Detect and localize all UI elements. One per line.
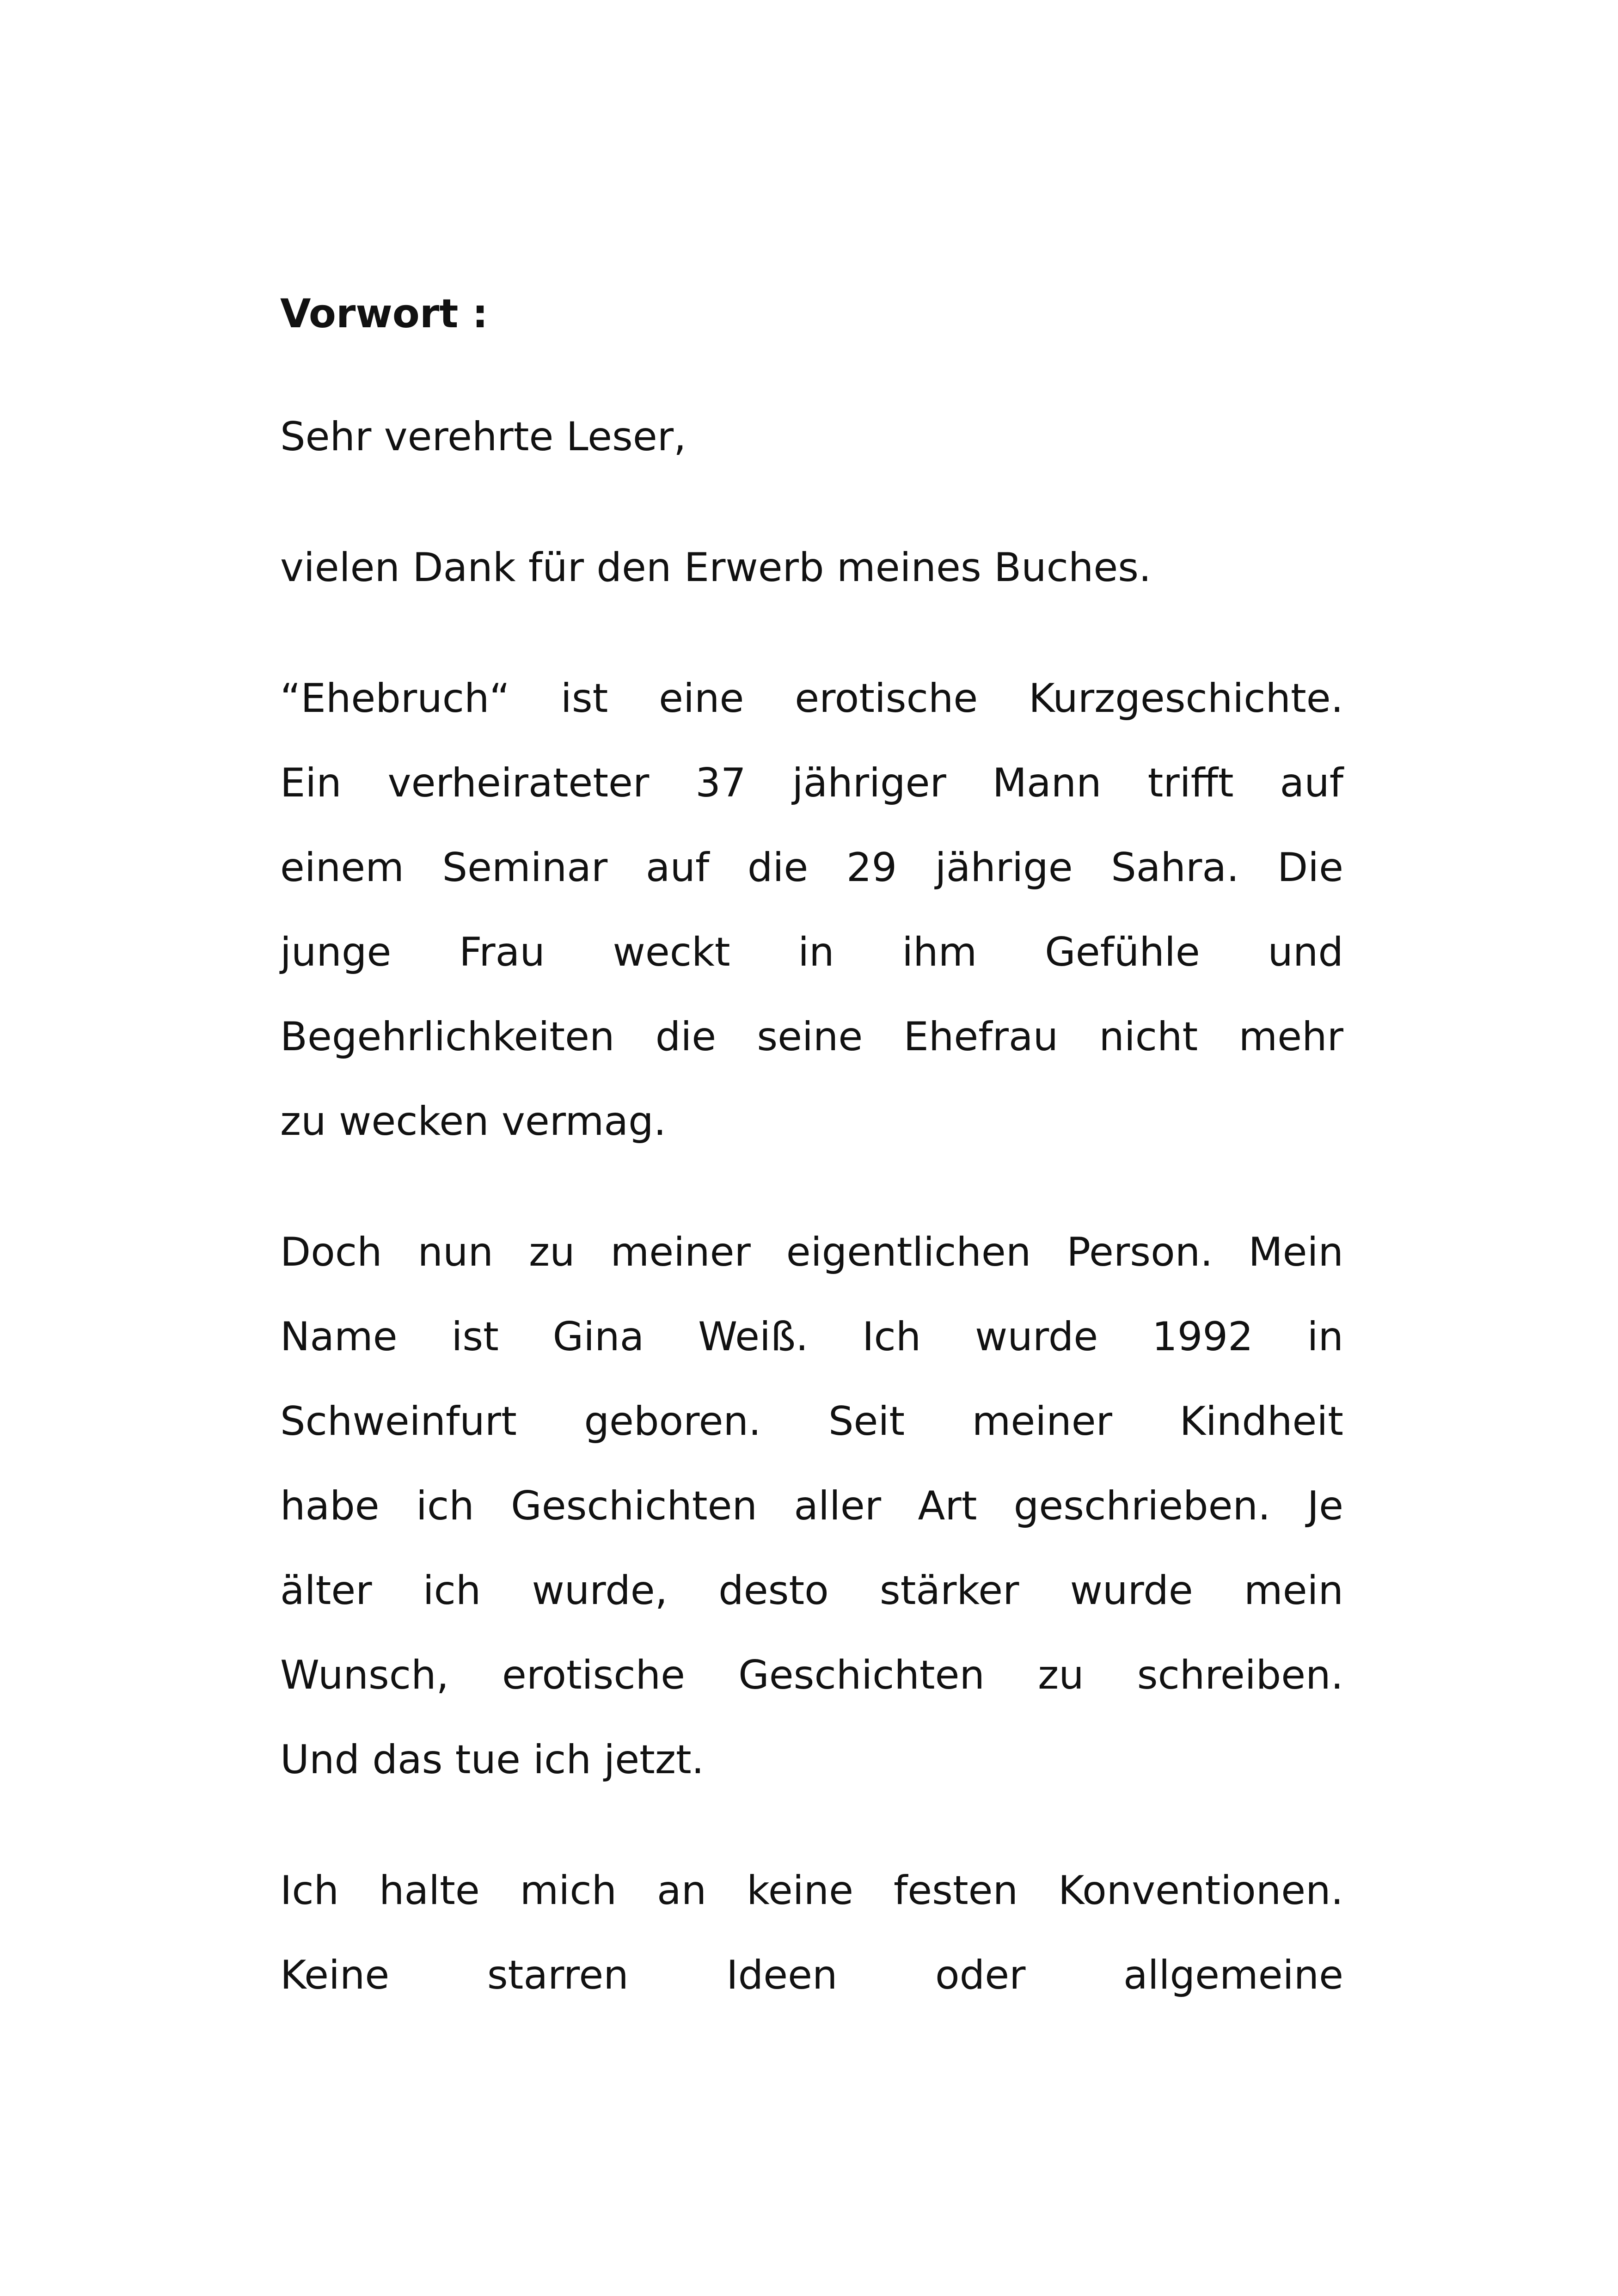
preface-heading: Vorwort :	[280, 291, 488, 337]
text-line: einem Seminar auf die 29 jährige Sahra. Die	[280, 845, 1343, 891]
text-line: Doch nun zu meiner eigentlichen Person. Mein	[280, 1229, 1343, 1275]
text-line: Ich halte mich an keine festen Konventionen.	[280, 1867, 1343, 1914]
paragraph-conventions	[280, 1849, 1343, 2018]
thanks-paragraph	[280, 526, 1343, 610]
text-line: Name ist Gina Weiß. Ich wurde 1992 in	[280, 1314, 1343, 1360]
paragraph-author-bio	[280, 1210, 1343, 1802]
text-line: Ein verheirateter 37 jähriger Mann trifft auf	[280, 760, 1343, 806]
document-body	[280, 279, 1343, 2064]
text-line: Schweinfurt geboren. Seit meiner Kindheit	[280, 1398, 1343, 1445]
text-line: Wunsch, erotische Geschichten zu schreiben.	[280, 1652, 1343, 1698]
salutation	[280, 395, 1343, 479]
text-line: zu wecken vermag.	[280, 1098, 667, 1145]
text-line: Begehrlichkeiten die seine Ehefrau nicht mehr	[280, 1014, 1343, 1060]
thanks-text: vielen Dank für den Erwerb meines Buches.	[280, 545, 1152, 591]
text-line: Und das tue ich jetzt.	[280, 1737, 705, 1783]
text-line: junge Frau weckt in ihm Gefühle und	[280, 929, 1343, 975]
text-line: “Ehebruch“ ist eine erotische Kurzgeschichte.	[280, 675, 1343, 722]
text-line: Keine starren Ideen oder allgemeine	[280, 1952, 1343, 1998]
text-line: älter ich wurde, desto stärker wurde mein	[280, 1567, 1343, 1614]
text-line: habe ich Geschichten aller Art geschrieben. Je	[280, 1483, 1343, 1529]
paragraph-book-summary	[280, 656, 1343, 1164]
salutation-text: Sehr verehrte Leser,	[280, 414, 686, 460]
